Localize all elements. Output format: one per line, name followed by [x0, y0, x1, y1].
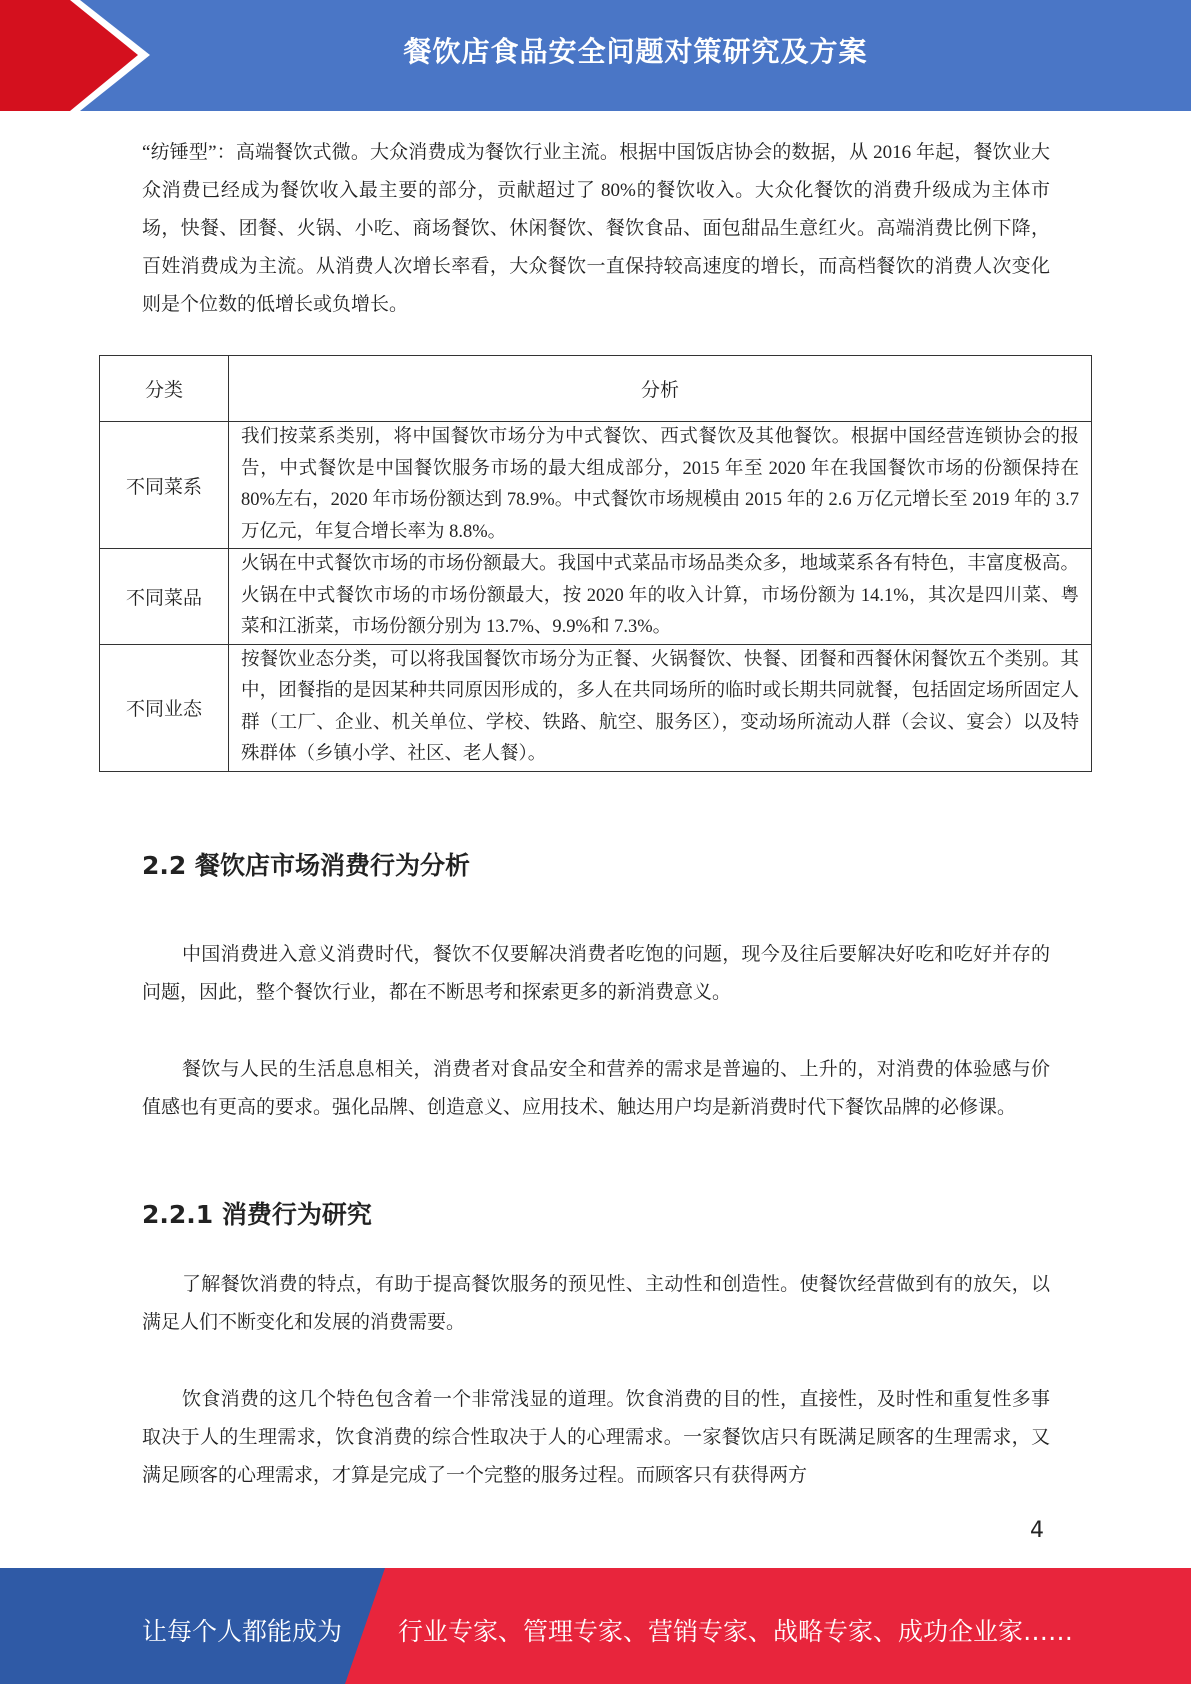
document-title: 餐饮店食品安全问题对策研究及方案	[403, 35, 868, 68]
page-header	[0, 0, 1191, 111]
page-number: 4	[1030, 1518, 1044, 1543]
row-category: 不同菜系	[100, 422, 229, 549]
section-heading-2-2-1: 2.2.1 消费行为研究	[142, 1200, 372, 1229]
footer-slogan-right: 行业专家、管理专家、营销专家、战略专家、成功企业家……	[398, 1617, 1074, 1646]
column-header-category: 分类	[100, 356, 229, 422]
row-category: 不同业态	[100, 644, 229, 771]
row-category: 不同菜品	[100, 549, 229, 645]
page-footer	[0, 1568, 1191, 1684]
intro-paragraph: “纺锤型”：高端餐饮式微。大众消费成为餐饮行业主流。根据中国饭店协会的数据，从 2016 年起，餐饮业大众消费已经成为餐饮收入最主要的部分，贡献超过了 80%的餐饮收入。大众化餐饮的消费升级成为主体市场，快餐、团餐、火锅、小吃、商场餐饮、休闲餐饮、餐饮食品、面包甜品生意红火。高端消费比例下降，百姓消费成为主流。从消费人次增长率看，大众餐饮一直保持较高速度的增长，而高档餐饮的消费人次变化则是个位数的低增长或负增长。	[142, 142, 1050, 315]
section-2-2-paragraph-2: 餐饮与人民的生活息息相关，消费者对食品安全和营养的需求是普遍的、上升的，对消费的体验感与价值感也有更高的要求。强化品牌、创造意义、应用技术、触达用户均是新消费时代下餐饮品牌的必修课。	[142, 1059, 1050, 1118]
section-2-2-paragraph-1: 中国消费进入意义消费时代，餐饮不仅要解决消费者吃饱的问题，现今及往后要解决好吃和吃好并存的问题，因此，整个餐饮行业，都在不断思考和探索更多的新消费意义。	[142, 944, 1050, 1003]
column-header-analysis: 分析	[229, 356, 1092, 422]
row-analysis: 火锅在中式餐饮市场的市场份额最大。我国中式菜品市场品类众多，地域菜系各有特色，丰富度极高。火锅在中式餐饮市场的市场份额最大，按 2020 年的收入计算，市场份额为 14.1%，其次是四川菜、粤菜和江浙菜，市场份额分别为 13.7%、9.9%和 7.3%。	[229, 549, 1092, 645]
row-analysis: 我们按菜系类别，将中国餐饮市场分为中式餐饮、西式餐饮及其他餐饮。根据中国经营连锁协会的报告，中式餐饮是中国餐饮服务市场的最大组成部分，2015 年至 2020 年在我国餐饮市场的份额保持在 80%左右，2020 年市场份额达到 78.9%。中式餐饮市场规模由 2015 年的 2.6 万亿元增长至 2019 年的 3.7 万亿元，年复合增长率为 8.8%。	[229, 422, 1092, 549]
table-row	[100, 549, 1092, 645]
market-segment-table	[99, 355, 1092, 772]
footer-slogan-left: 让每个人都能成为	[142, 1617, 343, 1646]
section-2-2-1-paragraph-1: 了解餐饮消费的特点，有助于提高餐饮服务的预见性、主动性和创造性。使餐饮经营做到有的放矢，以满足人们不断变化和发展的消费需要。	[142, 1274, 1050, 1333]
table-row	[100, 422, 1092, 549]
table-header-row	[100, 356, 1092, 422]
row-analysis: 按餐饮业态分类，可以将我国餐饮市场分为正餐、火锅餐饮、快餐、团餐和西餐休闲餐饮五个类别。其中，团餐指的是因某种共同原因形成的，多人在共同场所的临时或长期共同就餐，包括固定场所固定人群（工厂、企业、机关单位、学校、铁路、航空、服务区），变动场所流动人群（会议、宴会）以及特殊群体（乡镇小学、社区、老人餐）。	[229, 644, 1092, 771]
table-row	[100, 644, 1092, 771]
section-2-2-1-paragraph-2: 饮食消费的这几个特色包含着一个非常浅显的道理。饮食消费的目的性，直接性，及时性和重复性多事取决于人的生理需求，饮食消费的综合性取决于人的心理需求。一家餐饮店只有既满足顾客的生理需求，又满足顾客的心理需求，才算是完成了一个完整的服务过程。而顾客只有获得两方	[142, 1389, 1050, 1486]
section-heading-2-2: 2.2 餐饮店市场消费行为分析	[142, 851, 470, 880]
header-red-arrow	[0, 0, 138, 111]
